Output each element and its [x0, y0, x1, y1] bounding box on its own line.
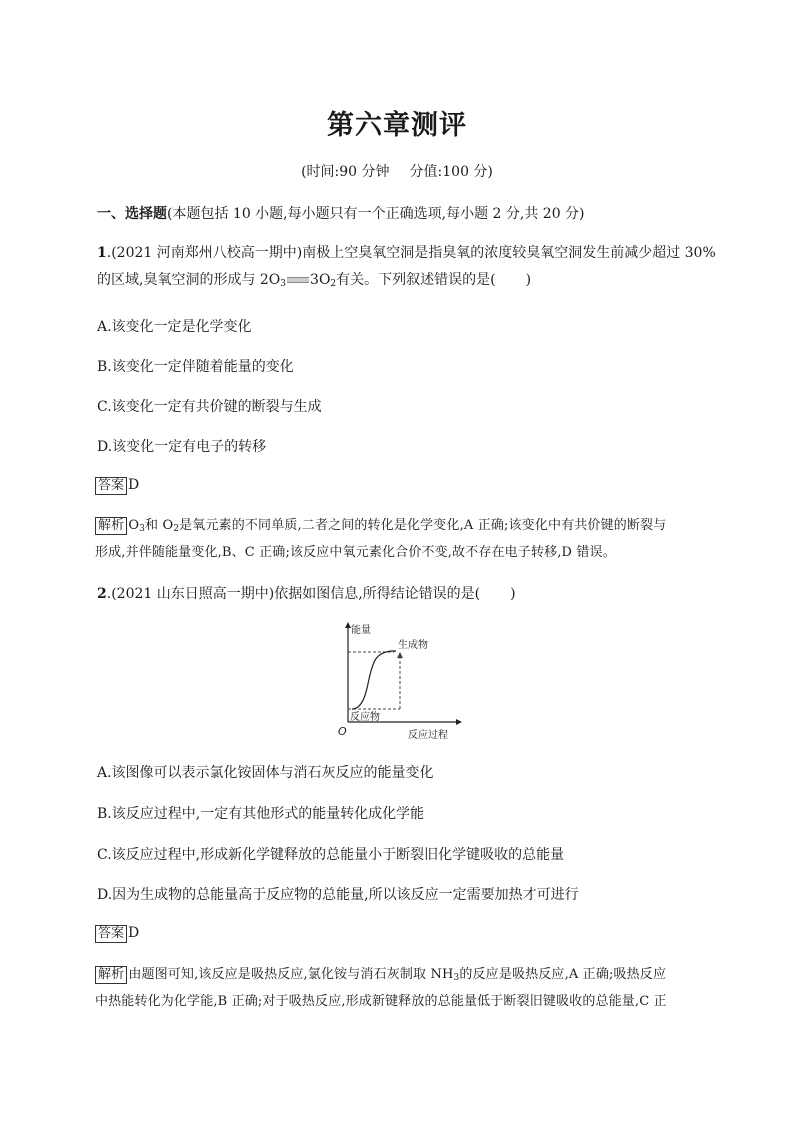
energy-gap-arrow-icon [397, 652, 403, 658]
question-2-option-c: C.该反应过程中,形成新化学键释放的总能量小于断裂旧化学键吸收的总能量 [97, 847, 565, 863]
explanation-line-1: 解析 $O_3$和 $O_2$是氧元素的不同单质,二者之间的转化是化学变化,A 正确;该变化中有共价键的断裂与 [95, 512, 666, 539]
question-1-option-d: D.该变化一定有电子的转移 [97, 439, 267, 455]
question-1-option-a: A.该变化一定是化学变化 [97, 319, 252, 335]
section-heading [97, 203, 585, 223]
origin-label: O [338, 725, 347, 738]
product-label: 生成物 [398, 640, 428, 651]
energy-curve [352, 651, 396, 709]
answer-value: D [128, 925, 140, 941]
energy-diagram [330, 620, 470, 745]
exam-time: (时间:90 分钟 [301, 164, 390, 180]
exam-meta [0, 161, 794, 181]
question-1-answer [95, 477, 139, 495]
x-axis-arrow-icon [456, 719, 462, 725]
explanation-line-2: 中热能转化为化学能,B 正确;对于吸热反应,形成新键释放的总能量低于断裂旧键吸收的总能量,C 正 [95, 994, 667, 1009]
section-desc: (本题包括 10 小题,每小题只有一个正确选项,每小题 2 分,共 20 分) [167, 206, 585, 222]
question-2-explanation [95, 961, 667, 1015]
equilibrium-sign-icon [287, 277, 309, 283]
answer-tag: 答案 [95, 925, 127, 943]
question-1-stem [97, 240, 716, 294]
question-1-line-1: 1.(2021 河南郑州八校高一期中)南极上空臭氧空洞是指臭氧的浓度较臭氧空洞发生前减少超过 30% [97, 245, 716, 261]
x-axis-label: 反应过程 [408, 730, 448, 741]
answer-value: D [128, 477, 140, 493]
explanation-tag: 解析 [95, 966, 127, 984]
question-2-number: 2 [97, 586, 107, 602]
page-title: 第六章测评 [327, 110, 467, 141]
question-1-number: 1 [97, 245, 107, 261]
explanation-line-2: 形成,并伴随能量变化,B、C 正确;该反应中氧元素化合价不变,故不存在电子转移,D 错误。 [95, 545, 616, 560]
question-2-stem: 2.(2021 山东日照高一期中)依据如图信息,所得结论错误的是( ) [97, 586, 516, 602]
explanation-tag: 解析 [95, 517, 127, 535]
section-title: 一、选择题 [97, 206, 167, 222]
question-1-option-b: B.该变化一定伴随着能量的变化 [97, 359, 294, 375]
question-1-option-c: C.该变化一定有共价键的断裂与生成 [97, 399, 322, 415]
question-1-explanation [95, 512, 666, 566]
answer-tag: 答案 [95, 477, 127, 495]
exam-score: 分值:100 分) [409, 164, 493, 180]
question-2-option-d: D.因为生成物的总能量高于反应物的总能量,所以该反应一定需要加热才可进行 [97, 887, 579, 903]
reactant-label: 反应物 [350, 712, 380, 723]
question-1-line-2: 的区域,臭氧空洞的形成与 $2O_3$ $3O_2$有关。下列叙述错误的是( ) [97, 272, 532, 289]
question-2-option-b: B.该反应过程中,一定有其他形式的能量转化成化学能 [97, 806, 425, 822]
question-2-answer [95, 925, 139, 943]
y-axis-label: 能量 [351, 625, 371, 636]
explanation-line-1: 解析 由题图可知,该反应是吸热反应,氯化铵与消石灰制取 $NH_3$的反应是吸热反应,A 正确;吸热反应 [95, 961, 667, 988]
question-2-option-a: A.该图像可以表示氯化铵固体与消石灰反应的能量变化 [97, 765, 434, 781]
